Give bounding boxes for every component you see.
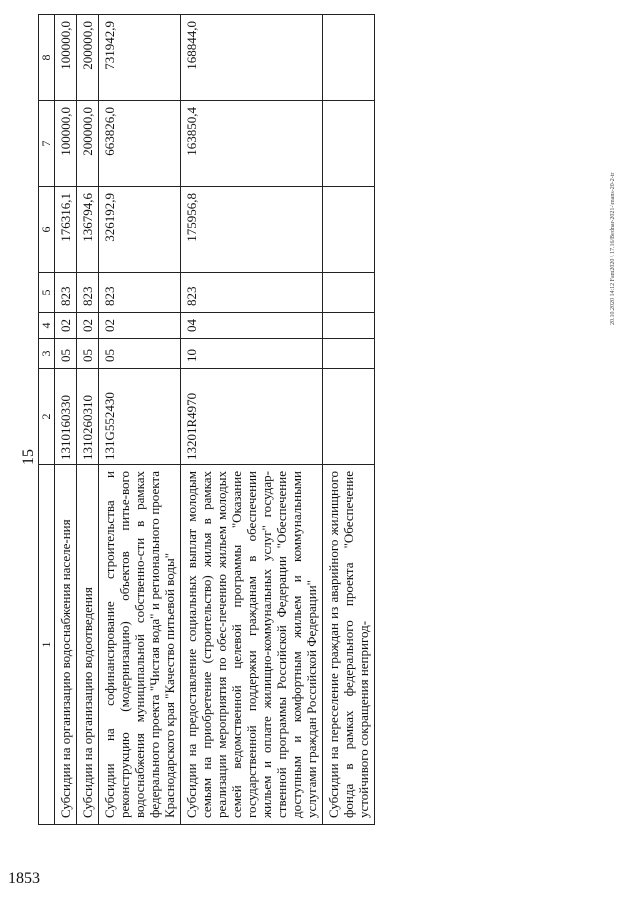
amount-col7: 163850,4 xyxy=(181,101,323,187)
column-header: 2 xyxy=(39,369,55,465)
subsection-code xyxy=(323,313,375,339)
amount-col7 xyxy=(323,101,375,187)
section-code xyxy=(323,339,375,369)
target-code: 131G552430 xyxy=(99,369,181,465)
subsection-code: 02 xyxy=(99,313,181,339)
amount-col6 xyxy=(323,187,375,273)
section-code: 05 xyxy=(99,339,181,369)
section-code: 10 xyxy=(181,339,323,369)
table-row xyxy=(77,15,99,825)
amount-col7: 663826,0 xyxy=(99,101,181,187)
amount-col8: 200000,0 xyxy=(77,15,99,101)
expense-type-code: 823 xyxy=(181,273,323,313)
column-number-row xyxy=(39,15,55,825)
column-header: 1 xyxy=(39,465,55,825)
column-header: 4 xyxy=(39,313,55,339)
amount-col8: 100000,0 xyxy=(55,15,77,101)
column-header: 7 xyxy=(39,101,55,187)
footer-code: 20.10.2020 14:12 Fam2020 \ 17.16/Bednar-2021-\mans-20-2-tr xyxy=(610,172,616,325)
column-header: 3 xyxy=(39,339,55,369)
amount-col8: 168844,0 xyxy=(181,15,323,101)
row-name: Субсидии на предоставление социальных выплат молодым семьям на приобретение (строительство) жилья в рамках реализации мероприятия по обес-печению жильем молодых семей ведомственной целевой программы "Оказание государственной поддержки гражданам в обеспечении жильем и оплате жилищно-коммунальных услуг" государ-ственной программы Российской Федерации "Обеспечение доступным и комфортным жильем и коммунальными услугами граждан Российской Федерации" xyxy=(181,465,323,825)
table-row xyxy=(55,15,77,825)
budget-table xyxy=(38,14,375,825)
subsection-code: 02 xyxy=(77,313,99,339)
section-code: 05 xyxy=(55,339,77,369)
row-name: Субсидии на организацию водоотведения xyxy=(77,465,99,825)
expense-type-code: 823 xyxy=(99,273,181,313)
table-row xyxy=(323,15,375,825)
target-code xyxy=(323,369,375,465)
section-code: 05 xyxy=(77,339,99,369)
table-row xyxy=(99,15,181,825)
sheet-number: 1853 xyxy=(8,870,40,887)
target-code: 1310160330 xyxy=(55,369,77,465)
column-header: 5 xyxy=(39,273,55,313)
target-code: 1310260310 xyxy=(77,369,99,465)
amount-col6: 176316,1 xyxy=(55,187,77,273)
column-header: 6 xyxy=(39,187,55,273)
row-name: Субсидии на организацию водоснабжения населе-ния xyxy=(55,465,77,825)
amount-col6: 326192,9 xyxy=(99,187,181,273)
column-header: 8 xyxy=(39,15,55,101)
row-name: Субсидии на переселение граждан из аварийного жилищного фонда в рамках федерального проекта "Обеспечение устойчивого сокращения непригод- xyxy=(323,465,375,825)
subsection-code: 02 xyxy=(55,313,77,339)
target-code: 13201R4970 xyxy=(181,369,323,465)
page-number: 15 xyxy=(20,449,37,465)
amount-col7: 200000,0 xyxy=(77,101,99,187)
expense-type-code: 823 xyxy=(77,273,99,313)
amount-col7: 100000,0 xyxy=(55,101,77,187)
amount-col6: 136794,6 xyxy=(77,187,99,273)
expense-type-code: 823 xyxy=(55,273,77,313)
expense-type-code xyxy=(323,273,375,313)
subsection-code: 04 xyxy=(181,313,323,339)
amount-col8: 731942,9 xyxy=(99,15,181,101)
row-name: Субсидии на софинансирование строительства и реконструкцию (модернизацию) объектов питье-вого водоснабжения муниципальной собственно-сти в рамках федерального проекта "Чистая вода" и регионального проекта Краснодарского края "Качество питьевой воды" xyxy=(99,465,181,825)
table-row xyxy=(181,15,323,825)
amount-col8 xyxy=(323,15,375,101)
amount-col6: 175956,8 xyxy=(181,187,323,273)
